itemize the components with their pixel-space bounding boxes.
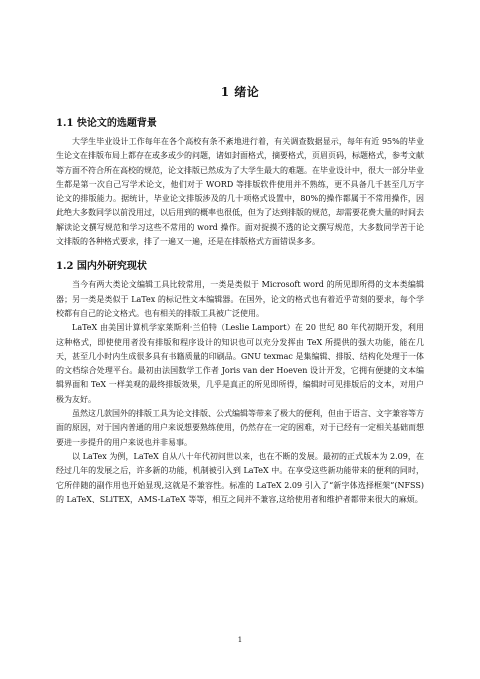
- page-content: [56, 83, 424, 507]
- section-title: 1.1 快论文的选题背景: [56, 118, 157, 129]
- body-paragraph: LaTeX 由美国计算机学家莱斯利·兰伯特（Leslie Lamport）在 20 世纪 80 年代初期开发，利用这种格式，即使使用者没有排版和程序设计的知识也可以充分发挥由 TeX 所提供的强大功能，能在几天，甚至几小时内生成很多具有书籍质量的印刷品。GNU texmac 是集编辑、排版、结构化处理于一体的文档综合处理平台。最初由法国数学工作者 Joris van der Hoeven 设计开发，它拥有便捷的文本编辑界面和 TeX 一样美观的最终排版效果，几乎是真正的所见即所得，编辑时可见排版后的文本，对用户极为友好。: [56, 323, 424, 404]
- chapter-title: 1 绪论: [220, 85, 260, 99]
- page-number: 1: [237, 636, 243, 644]
- body-paragraph: 当今有两大类论文编辑工具比较常用，一类是类似于 Microsoft word 的所见即所得的文本类编辑器；另一类是类似于 LaTex 的标记性文本编辑器。在国外，论文的格式也有着近乎苛刻的要求，每个学校都有自己的论文格式。也有相关的排版工具被广泛使用。: [56, 280, 424, 318]
- body-paragraph: 大学生毕业设计工作每年在各个高校有条不紊地进行着，有关调查数据显示，每年有近 95%的毕业生论文在排版布局上都存在或多或少的问题，诸如封面格式，摘要格式，页眉页码，标题格式，参考文献等方面不符合所在高校的规范，论文排版已然成为了大学生最大的难题。在毕业设计中，很大一部分毕业生都是第一次自己写学术论文，他们对于 WORD 等排版软件使用并不熟练，更不具备几千甚至几万字论文的排版能力。据统计，毕业论文排版涉及的几十项格式设置中，80%的操作都属于不常用操作，因此绝大多数同学以前没用过，以后用到的概率也很低，但为了达到排版的规范，却需要花费大量的时间去解读论文撰写规范和学习这些不常用的 word 操作。面对捉摸不透的论文撰写规范，大多数同学苦于论文排版的各种格式要求，排了一遍又一遍，还是在排版格式方面错误多多。: [56, 137, 424, 247]
- section-title: 1.2 国内外研究现状: [56, 261, 147, 273]
- body-paragraph: 以 LaTex 为例，LaTeX 自从八十年代初问世以来，也在不断的发展。最初的正式版本为 2.09，在经过几年的发展之后，许多新的功能，机制被引入到 LaTeX 中。在享受这些新功能带来的便利的同时，它所伴随的副作用也开始显现,这就是不兼容性。标准的 LaTeX 2.09 引入了“新字体选择框架”(NFSS)的 LaTeX、SLiTEX，AMS-LaTeX 等等，相互之间并不兼容,这给使用者和维护者都带来很大的麻烦。: [56, 451, 424, 504]
- body-paragraph: 虽然这几款国外的排版工具为论文排版、公式编辑等带来了极大的便利，但由于语言、文字兼容等方面的原因，对于国内普通的用户来说想要熟练使用，仍然存在一定的困难，对于已经有一定相关基础而想要进一步提升的用户来说也并非易事。: [56, 409, 424, 447]
